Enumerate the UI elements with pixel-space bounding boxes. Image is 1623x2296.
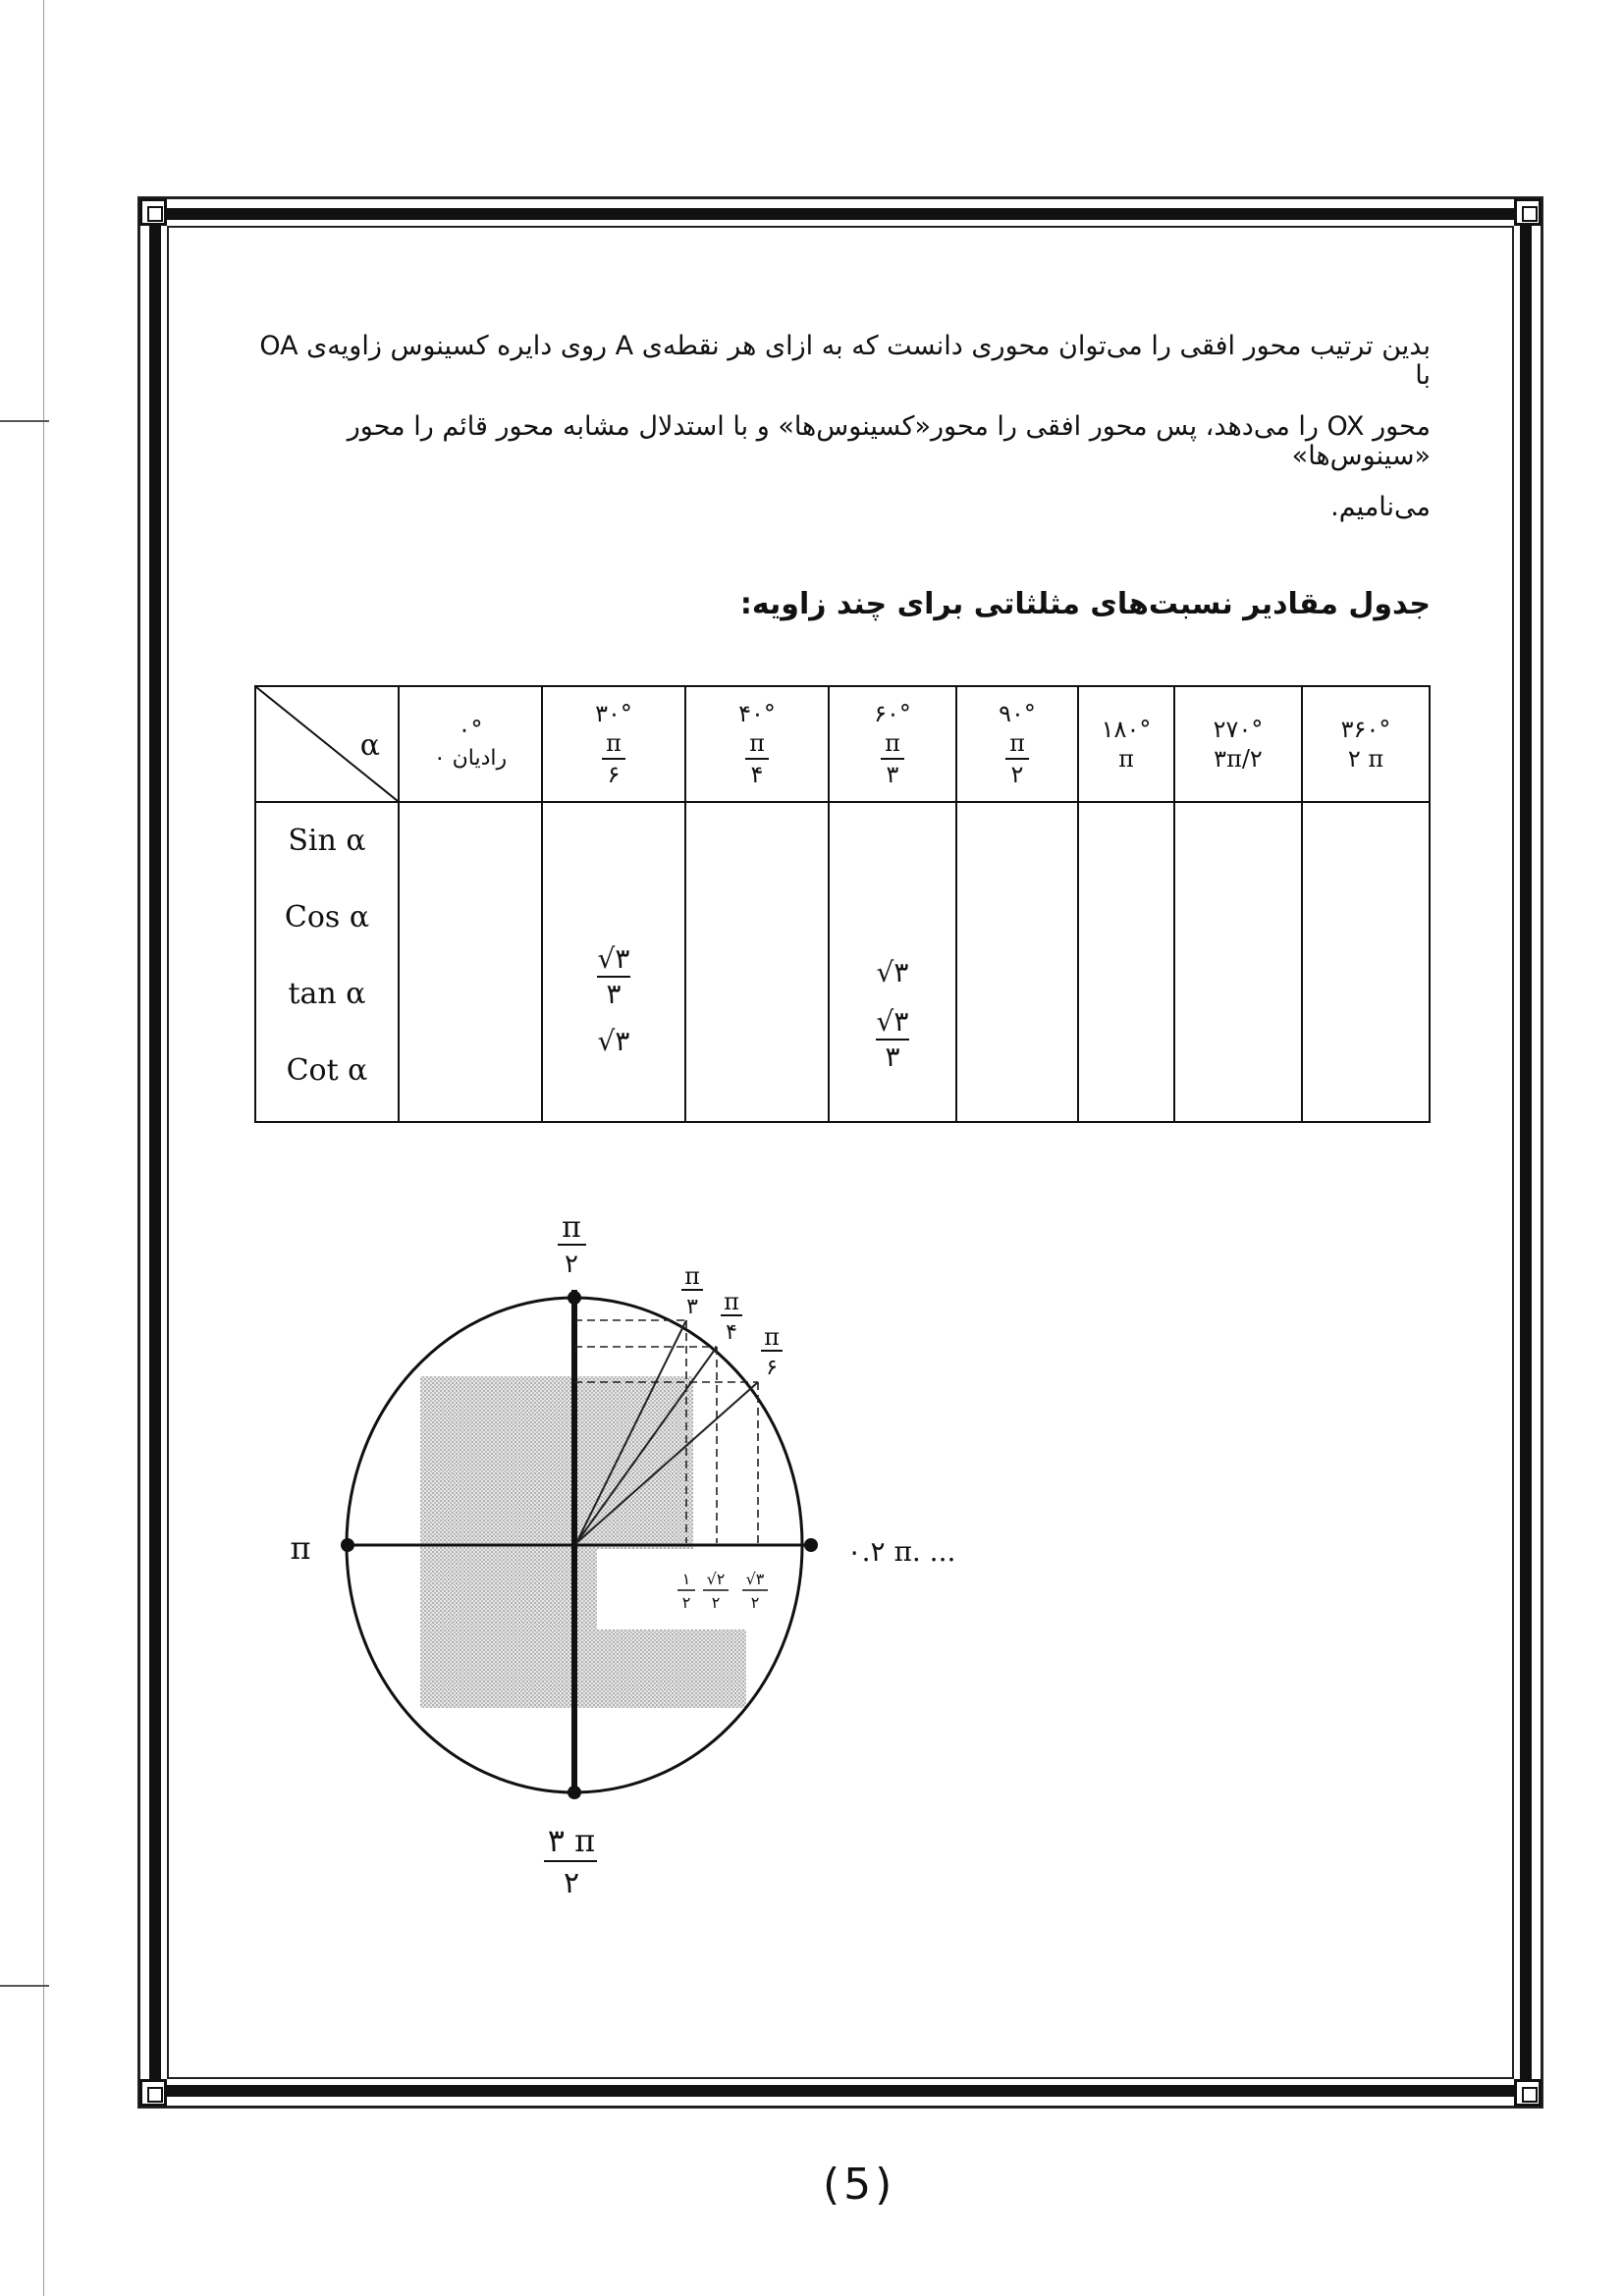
bottom-label-den: ۲ <box>563 1866 580 1900</box>
paragraph-line-3: می‌نامیم. <box>1330 492 1431 522</box>
values-col-2 <box>685 802 829 1122</box>
col-1-rad-num: π <box>602 728 625 760</box>
cot60-num: √۳ <box>876 1005 909 1038</box>
row-label-tan: tan α <box>288 977 366 1011</box>
col-header-1 <box>542 686 685 802</box>
col-header-3 <box>829 686 956 802</box>
scan-edge-mark <box>0 1985 49 1987</box>
x3-label-den: ۲ <box>750 1593 760 1612</box>
col-3-rad-num: π <box>881 728 904 760</box>
col-4-rad-num: π <box>1005 728 1029 760</box>
col-5-rad: π <box>1118 745 1134 773</box>
values-col-7 <box>1302 802 1430 1122</box>
scan-edge-line <box>43 0 44 2296</box>
row-label-cot: Cot α <box>286 1053 368 1088</box>
col-5-deg: ۱۸۰° <box>1101 716 1152 743</box>
values-col-4 <box>956 802 1078 1122</box>
top-label-den: ۲ <box>565 1250 578 1279</box>
col-0-deg: ۰° <box>458 716 483 743</box>
col-header-6 <box>1174 686 1302 802</box>
col-2-rad-num: π <box>745 728 769 760</box>
x3-label-num: √۳ <box>745 1570 765 1588</box>
row-label-sin: Sin α <box>288 824 366 858</box>
paragraph-line-1: بدین ترتیب محور افقی را می‌توان محوری دانست که به ازای هر نقطه‌ی A روی دایره کسینوس زاویه‌ی OA با <box>259 331 1431 391</box>
col-4-deg: ۹۰° <box>999 700 1036 727</box>
cot30-value: √۳ <box>597 1025 630 1057</box>
col-6-rad: ۳π/۲ <box>1214 745 1263 773</box>
pi4-label-num: π <box>724 1288 739 1315</box>
values-col-6 <box>1174 802 1302 1122</box>
right-label: ۰.۲ π. ... <box>846 1535 956 1568</box>
tan60-value: √۳ <box>876 956 909 988</box>
col-header-0 <box>399 686 542 802</box>
tan30-den: ۳ <box>606 978 622 1010</box>
cot60-den: ۳ <box>885 1041 900 1073</box>
values-col-5 <box>1078 802 1174 1122</box>
col-2-deg: ۴۰° <box>738 700 776 727</box>
corner-cell <box>255 686 399 802</box>
scan-edge-mark <box>0 420 49 422</box>
col-0-rad: ۰ رادیان <box>433 746 508 771</box>
col-header-2 <box>685 686 829 802</box>
col-header-7 <box>1302 686 1430 802</box>
col-header-5 <box>1078 686 1174 802</box>
col-4-rad-den: ۲ <box>1010 761 1024 788</box>
x1-label-num: ۱ <box>681 1570 691 1588</box>
frame-corner-top-right <box>1514 198 1542 226</box>
frame-corner-bottom-right <box>1514 2079 1542 2107</box>
col-3-rad-den: ۳ <box>886 761 899 788</box>
col-1-rad-den: ۶ <box>607 761 621 788</box>
x1-label-den: ۲ <box>681 1593 691 1612</box>
col-6-deg: ۲۷۰° <box>1213 716 1264 743</box>
frame-corner-top-left <box>139 198 167 226</box>
pi4-label-den: ۴ <box>726 1320 737 1345</box>
bottom-label-num: ۳ π <box>547 1822 596 1859</box>
corner-alpha-label: α <box>359 728 380 763</box>
pi3-label-num: π <box>684 1262 700 1290</box>
page-number: (5) <box>823 2160 896 2210</box>
paragraph-line-2: محور OX را می‌دهد، پس محور افقی را محور«کسینوس‌ها» و با استدلال مشابه محور قائم را محور «سینوس‌ها» <box>347 411 1431 471</box>
values-col-3 <box>829 802 956 1122</box>
col-7-deg: ۳۶۰° <box>1340 716 1391 743</box>
col-3-deg: ۶۰° <box>874 700 911 727</box>
top-label-num: π <box>562 1210 581 1245</box>
pi3-label-den: ۳ <box>686 1295 698 1319</box>
x2-label-num: √۲ <box>706 1570 726 1588</box>
col-1-deg: ۳۰° <box>595 700 632 727</box>
col-2-rad-den: ۴ <box>750 761 764 788</box>
col-7-rad: ۲ π <box>1347 745 1384 773</box>
values-col-0 <box>399 802 542 1122</box>
frame-corner-bottom-left <box>139 2079 167 2107</box>
row-label-cos: Cos α <box>284 900 370 934</box>
pi6-label-num: π <box>764 1323 780 1351</box>
values-col-1 <box>542 802 685 1122</box>
col-header-4 <box>956 686 1078 802</box>
row-labels-cell <box>255 802 399 1122</box>
left-label: π <box>290 1529 311 1567</box>
table-heading: جدول مقادیر نسبت‌های مثلثاتی برای چند زاویه: <box>739 587 1431 621</box>
tan30-num: √۳ <box>597 942 630 975</box>
x2-label-den: ۲ <box>711 1593 721 1612</box>
pi6-label-den: ۶ <box>766 1356 778 1380</box>
trig-values-table <box>254 685 1431 1123</box>
